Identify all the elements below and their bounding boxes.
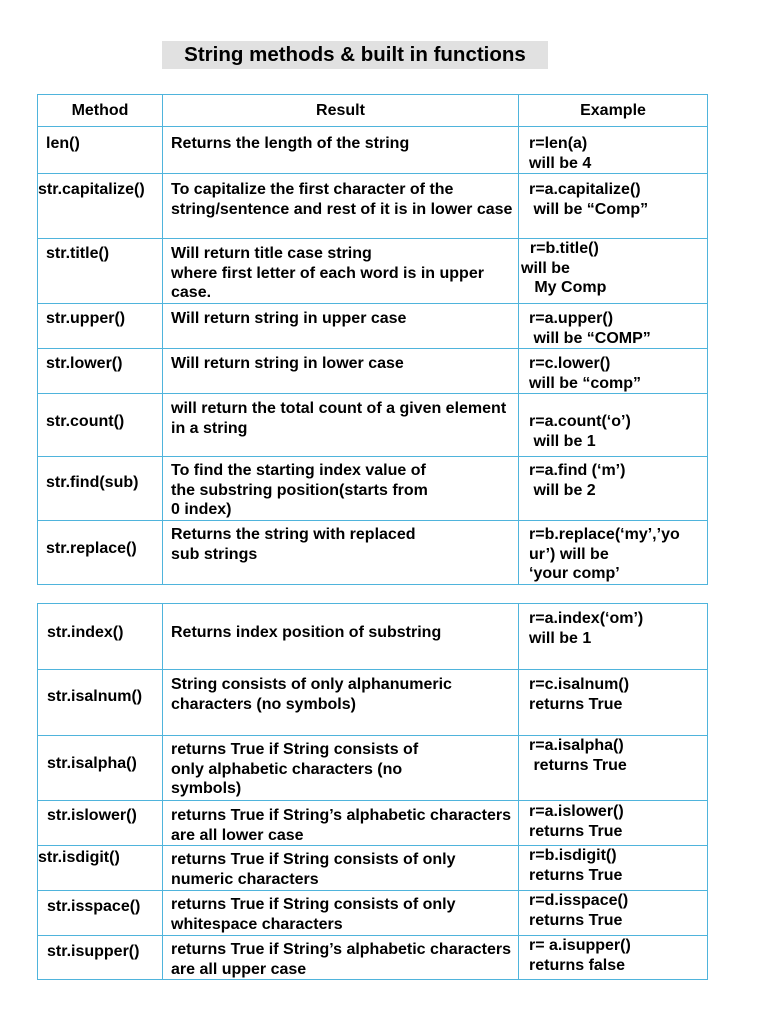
example-cell: r=a.find (‘m’) will be 2 <box>529 462 626 499</box>
table-row <box>38 846 708 891</box>
method-cell: str.upper() <box>46 310 126 327</box>
result-cell: will return the total count of a given element in a string <box>171 400 507 437</box>
header-example: Example <box>519 95 708 127</box>
result-cell: returns True if String’s alphabetic characters are all upper case <box>171 941 511 978</box>
example-cell: r=b.title() will be My Comp <box>521 240 607 296</box>
table-row <box>38 239 708 304</box>
method-cell: str.isdigit() <box>38 849 120 866</box>
method-cell: str.isspace() <box>47 898 141 915</box>
method-cell: str.isalpha() <box>47 755 137 772</box>
result-cell: Returns the string with replaced sub strings <box>171 526 416 563</box>
table-row <box>38 736 708 801</box>
example-cell: r=a.capitalize() will be “Comp” <box>529 181 649 218</box>
example-cell: r=a.isalpha() returns True <box>529 737 627 774</box>
header-row <box>38 95 708 127</box>
example-cell: r=b.isdigit() returns True <box>529 847 623 884</box>
table-row <box>38 349 708 394</box>
table-row <box>38 670 708 736</box>
method-cell: str.isalnum() <box>47 688 143 705</box>
table-row <box>38 174 708 239</box>
method-cell: str.capitalize() <box>38 181 145 198</box>
header-method: Method <box>38 95 163 127</box>
method-cell: str.find(sub) <box>46 474 139 491</box>
table-row <box>38 304 708 349</box>
page-title: String methods & built in functions <box>162 41 548 69</box>
table-row <box>38 604 708 670</box>
table-row <box>38 457 708 521</box>
result-cell: Will return title case string where first letter of each word is in upper case. <box>171 245 484 301</box>
method-cell: str.index() <box>47 624 124 641</box>
result-cell: String consists of only alphanumeric characters (no symbols) <box>171 676 452 713</box>
example-cell: r=c.isalnum() returns True <box>529 676 630 713</box>
result-cell: returns True if String consists of only whitespace characters <box>171 896 456 933</box>
string-methods-table-2 <box>37 603 708 980</box>
method-cell: str.title() <box>46 245 110 262</box>
result-cell: returns True if String consists of only alphabetic characters (no symbols) <box>171 741 419 797</box>
example-cell: r=a.index(‘om’) will be 1 <box>529 610 644 647</box>
example-cell: r=a.upper() will be “COMP” <box>529 310 651 347</box>
header-result: Result <box>163 95 519 127</box>
result-cell: Will return string in lower case <box>171 355 404 372</box>
result-cell: Returns the length of the string <box>171 135 410 152</box>
example-cell: r=d.isspace() returns True <box>529 892 629 929</box>
table-row <box>38 521 708 585</box>
method-cell: str.islower() <box>47 807 137 824</box>
result-cell: To capitalize the first character of the string/sentence and rest of it is in lower case <box>171 181 513 218</box>
table-row <box>38 936 708 980</box>
example-cell: r=a.count(‘o’) will be 1 <box>529 413 631 450</box>
example-cell: r=c.lower() will be “comp” <box>529 355 642 392</box>
table-row <box>38 801 708 846</box>
method-cell: str.replace() <box>46 540 137 557</box>
example-cell: r=a.islower() returns True <box>529 803 624 840</box>
method-cell: str.count() <box>46 413 125 430</box>
example-cell: r=b.replace(‘my’,’yo ur’) will be ‘your comp’ <box>529 526 680 582</box>
result-cell: returns True if String’s alphabetic characters are all lower case <box>171 807 511 844</box>
method-cell: str.isupper() <box>47 943 140 960</box>
method-cell: str.lower() <box>46 355 123 372</box>
string-methods-table-1 <box>37 94 708 585</box>
table-row <box>38 127 708 174</box>
result-cell: Will return string in upper case <box>171 310 407 327</box>
example-cell: r=len(a) will be 4 <box>529 135 592 172</box>
method-cell: len() <box>46 135 80 152</box>
result-cell: returns True if String consists of only numeric characters <box>171 851 456 888</box>
table-row <box>38 891 708 936</box>
result-cell: Returns index position of substring <box>171 624 442 641</box>
result-cell: To find the starting index value of the substring position(starts from 0 index) <box>171 462 428 518</box>
example-cell: r= a.isupper() returns false <box>529 937 631 974</box>
table-row <box>38 394 708 457</box>
